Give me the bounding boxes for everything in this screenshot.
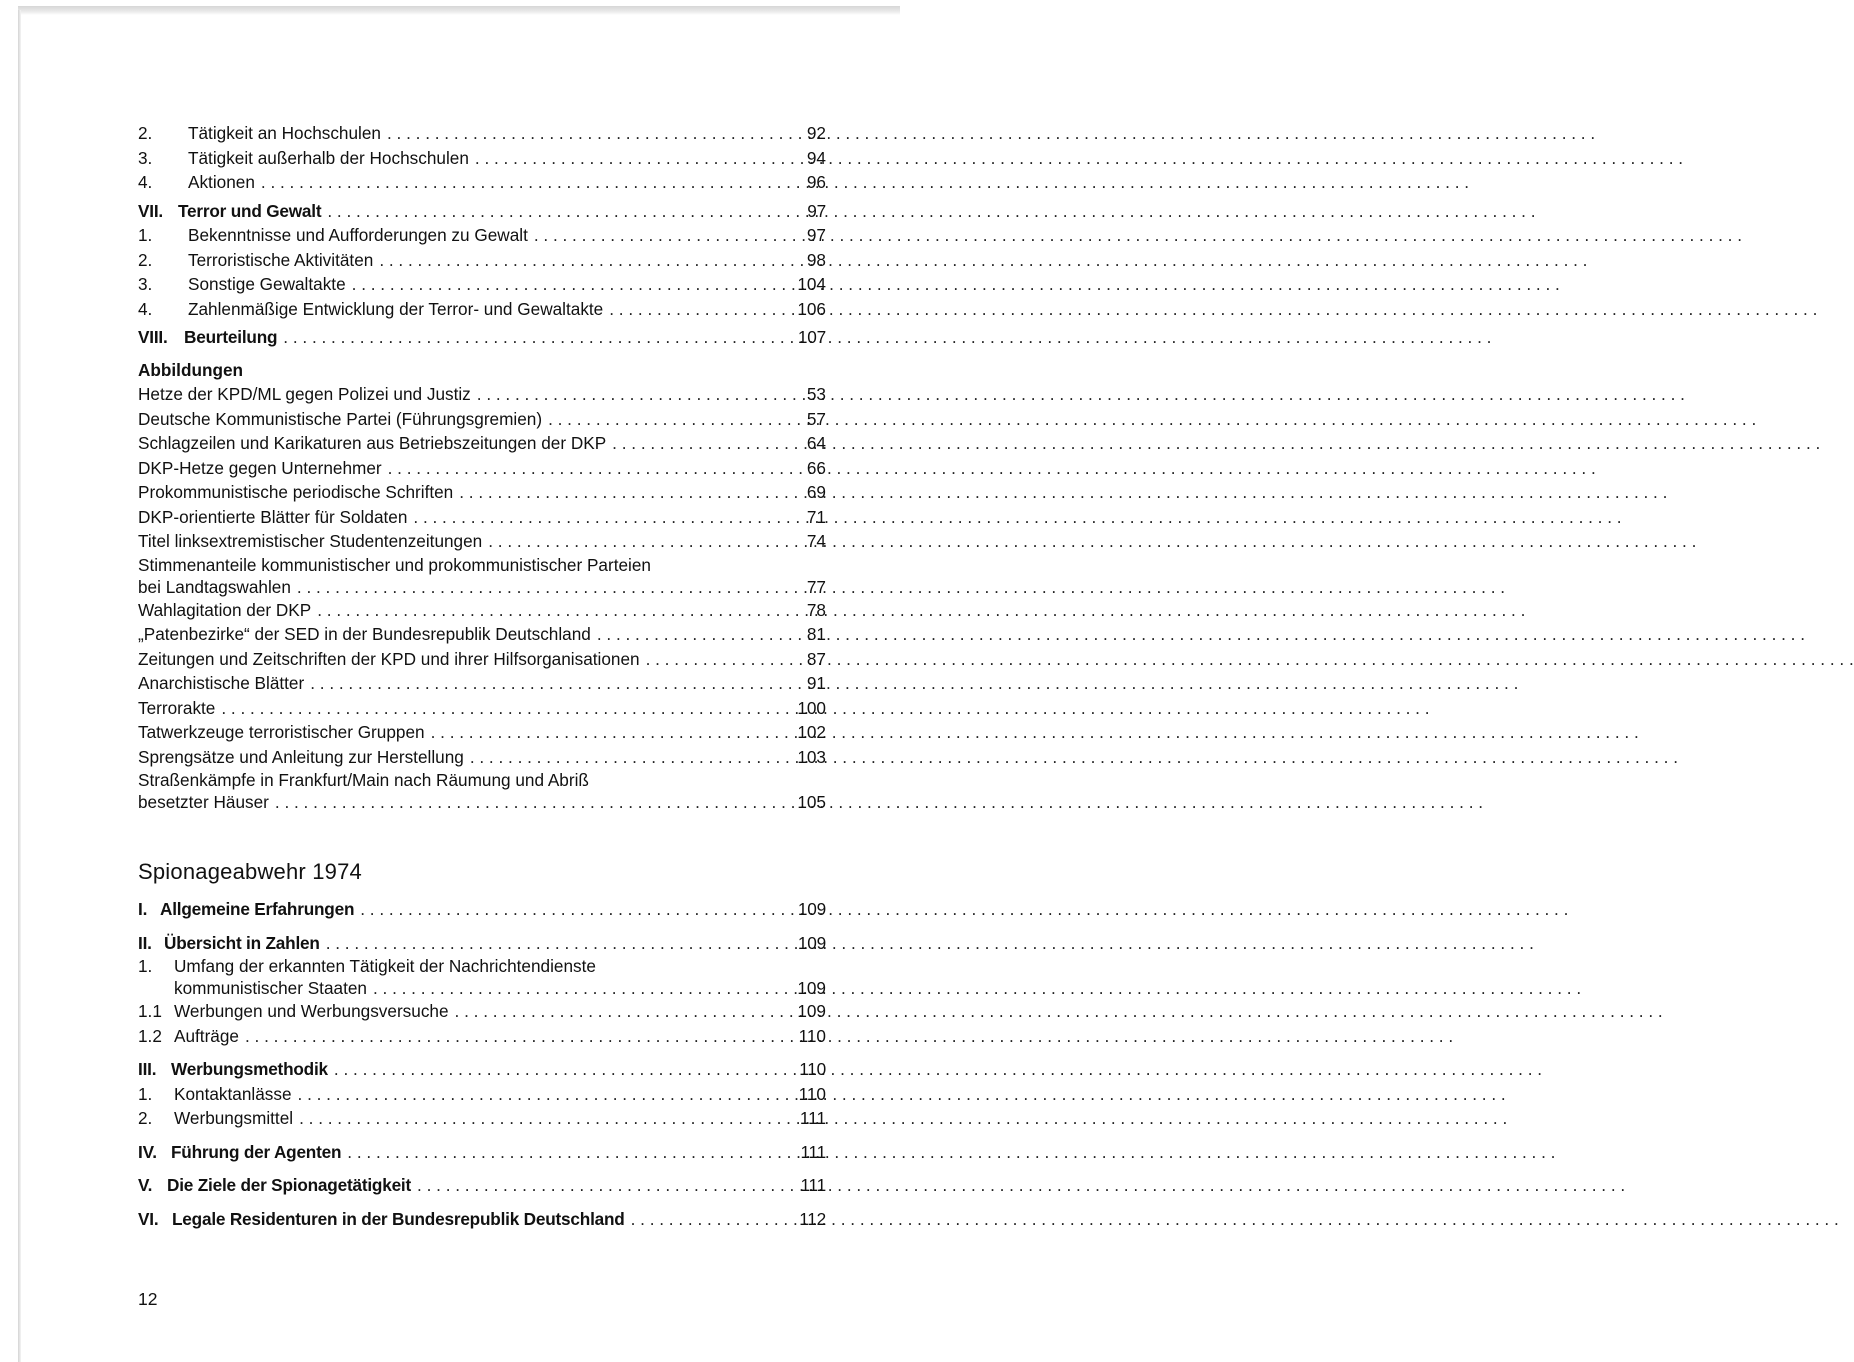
- section-page: 110: [799, 1059, 826, 1079]
- entry-title: Bekenntnisse und Aufforderungen zu Gewalt: [188, 225, 528, 245]
- toc-entry: [138, 248, 826, 273]
- section-page: 107: [797, 327, 826, 347]
- figure-title-line2: besetzter Häuser: [138, 792, 269, 812]
- figure-entry: [138, 720, 826, 745]
- entry-title: Kontaktanlässe: [174, 1083, 292, 1104]
- figure-title: Terrorakte: [138, 697, 216, 718]
- figure-entry-multiline: [138, 554, 826, 598]
- figure-title: DKP-orientierte Blätter für Soldaten: [138, 506, 408, 527]
- dot-leader: [413, 505, 784, 530]
- figure-title: Titel linksextremistischer Studentenzeitungen: [138, 531, 483, 551]
- figure-title-line2: bei Landtagswahlen: [138, 576, 291, 597]
- entry-number: 1.2: [138, 1025, 162, 1046]
- entry-number: 1.1: [138, 1001, 162, 1021]
- dot-leader: [352, 272, 784, 297]
- figure-entry: [138, 598, 826, 623]
- dot-leader: [379, 248, 784, 273]
- figure-page: 105: [797, 792, 826, 812]
- figure-entry: [138, 431, 826, 456]
- section-number: VI.: [138, 1208, 159, 1229]
- figure-title: Schlagzeilen und Karikaturen aus Betriebszeitungen der DKP: [138, 433, 607, 453]
- figure-page: 74: [806, 531, 826, 551]
- entry-title: Werbungen und Werbungsversuche: [174, 1001, 449, 1021]
- dot-leader: [283, 325, 784, 350]
- dot-leader: [455, 999, 784, 1024]
- figure-page: 102: [797, 722, 826, 742]
- dot-leader: [470, 745, 784, 770]
- figure-entry: [138, 745, 826, 770]
- dot-leader: [297, 576, 784, 598]
- entry-page: 94: [806, 147, 826, 168]
- figure-page: 66: [806, 457, 826, 478]
- figure-page: 77: [806, 576, 826, 597]
- entry-page: 111: [799, 1108, 826, 1128]
- entry-page: 97: [806, 225, 826, 245]
- entry-title: Terroristische Aktivitäten: [188, 249, 374, 270]
- toc-entry: [138, 1106, 826, 1131]
- scan-edge-left: [18, 10, 21, 1362]
- dot-leader: [477, 382, 784, 407]
- entry-page: 109: [797, 978, 826, 998]
- figure-title: Anarchistische Blätter: [138, 673, 305, 693]
- entry-number: 3.: [138, 147, 153, 168]
- dot-leader: [609, 297, 784, 322]
- figure-title-line1: Stimmenanteile kommunistischer und prokommunistischer Parteien: [138, 554, 651, 575]
- dot-leader: [534, 223, 784, 248]
- toc-section-heading: [138, 1207, 826, 1232]
- toc-entry-multiline: [138, 955, 826, 999]
- entry-page: 98: [806, 249, 826, 270]
- toc-entry: [138, 272, 826, 297]
- entry-page: 110: [798, 1025, 826, 1046]
- figure-entry: [138, 382, 826, 407]
- section-page: 112: [799, 1208, 826, 1229]
- toc-section-heading: [138, 1140, 826, 1165]
- figure-title: Tatwerkzeuge terroristischer Gruppen: [138, 722, 425, 742]
- section-title: Führung der Agenten: [171, 1141, 342, 1162]
- toc-entry: [138, 297, 826, 322]
- section-number: IV.: [138, 1141, 157, 1162]
- dot-leader: [298, 1082, 784, 1107]
- figure-page: 64: [806, 433, 826, 453]
- chapter-title: Spionageabwehr 1974: [138, 859, 362, 884]
- entry-number: 1.: [138, 1083, 153, 1104]
- entry-title: Werbungsmittel: [174, 1108, 294, 1128]
- figure-entry: [138, 456, 826, 481]
- entry-title-line2: kommunistischer Staaten: [174, 978, 367, 998]
- figure-title: „Patenbezirke“ der SED in der Bundesrepublik Deutschland: [138, 624, 591, 644]
- toc-section-heading: [138, 325, 826, 350]
- dot-leader: [360, 897, 784, 922]
- entry-page: 110: [798, 1083, 826, 1104]
- figure-page: 103: [797, 746, 826, 767]
- figure-page: 53: [806, 384, 826, 404]
- toc-entry: [138, 121, 826, 146]
- toc-entry: [138, 1024, 826, 1049]
- entry-number: 2.: [138, 123, 153, 143]
- section-number: III.: [138, 1059, 157, 1079]
- figure-title: Wahlagitation der DKP: [138, 599, 312, 620]
- section-number: VII.: [138, 200, 163, 221]
- dot-leader: [387, 121, 784, 146]
- entry-title: Tätigkeit an Hochschulen: [188, 123, 381, 143]
- entry-title-line1: Umfang der erkannten Tätigkeit der Nachrichtendienste: [174, 956, 596, 976]
- toc-entry: [138, 170, 826, 195]
- figure-page: 91: [806, 673, 826, 693]
- toc-section-heading: [138, 199, 826, 224]
- section-page: 97: [807, 200, 826, 221]
- section-page: 111: [800, 1175, 826, 1195]
- toc-entry: [138, 146, 826, 171]
- figure-title: DKP-Hetze gegen Unternehmer: [138, 457, 382, 478]
- section-title: Beurteilung: [184, 327, 278, 347]
- entry-page: 109: [797, 1001, 826, 1021]
- dot-leader: [327, 199, 784, 224]
- entry-title: Zahlenmäßige Entwicklung der Terror- und Gewaltakte: [188, 298, 604, 319]
- entry-title: Tätigkeit außerhalb der Hochschulen: [188, 147, 469, 168]
- figure-title: Zeitungen und Zeitschriften der KPD und ihrer Hilfsorganisationen: [138, 648, 640, 669]
- section-title: Legale Residenturen in der Bundesrepublik Deutschland: [172, 1208, 625, 1229]
- section-page: 109: [797, 932, 826, 953]
- dot-leader: [326, 931, 784, 956]
- figure-entry: [138, 622, 826, 647]
- dot-leader: [417, 1173, 784, 1198]
- section-title: Übersicht in Zahlen: [164, 932, 320, 953]
- section-title: Die Ziele der Spionagetätigkeit: [167, 1175, 412, 1195]
- dot-leader: [245, 1024, 784, 1049]
- figure-entry: [138, 480, 826, 505]
- dot-leader: [317, 598, 784, 623]
- figure-entry: [138, 505, 826, 530]
- section-number: I.: [138, 899, 148, 919]
- dot-leader: [597, 622, 784, 647]
- dot-leader: [631, 1207, 784, 1232]
- entry-title: Aktionen: [188, 172, 255, 192]
- dot-leader: [548, 407, 784, 432]
- dot-leader: [388, 456, 784, 481]
- figure-entry: [138, 696, 826, 721]
- dot-leader: [373, 977, 784, 999]
- entry-number: 4.: [138, 298, 153, 319]
- figure-page: 87: [806, 648, 826, 669]
- dot-leader: [488, 529, 784, 554]
- toc-section-heading: [138, 1057, 826, 1082]
- entry-page: 104: [797, 274, 826, 294]
- dot-leader: [612, 431, 784, 456]
- entry-number: 2.: [138, 1108, 153, 1128]
- figure-entry: [138, 529, 826, 554]
- scan-edge-top: [18, 6, 900, 15]
- page-number: 12: [138, 1289, 158, 1309]
- dot-leader: [459, 480, 784, 505]
- abbildungen-heading: Abbildungen: [138, 359, 244, 380]
- figure-entry: [138, 647, 826, 672]
- figure-title-line1: Straßenkämpfe in Frankfurt/Main nach Räumung und Abriß: [138, 770, 589, 790]
- section-number: VIII.: [138, 327, 168, 347]
- section-number: II.: [138, 932, 152, 953]
- figure-title: Prokommunistische periodische Schriften: [138, 482, 454, 502]
- toc-page: [138, 121, 826, 1231]
- toc-section-heading: [138, 897, 826, 922]
- section-title: Werbungsmethodik: [171, 1059, 328, 1079]
- dot-leader: [347, 1140, 784, 1165]
- figure-page: 57: [806, 408, 826, 429]
- entry-number: 2.: [138, 249, 153, 270]
- entry-number: 4.: [138, 172, 153, 192]
- section-number: V.: [138, 1175, 153, 1195]
- dot-leader: [334, 1057, 784, 1082]
- figure-entry: [138, 407, 826, 432]
- entry-number: 1.: [138, 956, 153, 976]
- toc-section-heading: [138, 1173, 826, 1198]
- section-title: Allgemeine Erfahrungen: [160, 899, 355, 919]
- entry-number: 3.: [138, 274, 153, 294]
- dot-leader: [299, 1106, 784, 1131]
- dot-leader: [261, 170, 784, 195]
- entry-page: 96: [806, 172, 826, 192]
- figure-entry: [138, 671, 826, 696]
- figure-page: 78: [806, 599, 826, 620]
- dot-leader: [431, 720, 784, 745]
- figure-page: 69: [806, 482, 826, 502]
- toc-entry: [138, 1082, 826, 1107]
- figure-entry-multiline: [138, 769, 826, 813]
- toc-entry: [138, 223, 826, 248]
- dot-leader: [646, 647, 784, 672]
- section-title: Terror und Gewalt: [178, 200, 322, 221]
- entry-title: Aufträge: [174, 1025, 239, 1046]
- figure-title: Sprengsätze und Anleitung zur Herstellung: [138, 746, 464, 767]
- figure-page: 81: [806, 624, 826, 644]
- dot-leader: [475, 146, 784, 171]
- dot-leader: [310, 671, 784, 696]
- entry-page: 92: [806, 123, 826, 143]
- section-page: 109: [797, 899, 826, 919]
- figure-page: 100: [797, 697, 826, 718]
- figure-title: Deutsche Kommunistische Partei (Führungsgremien): [138, 408, 543, 429]
- toc-entry: [138, 999, 826, 1024]
- entry-number: 1.: [138, 225, 153, 245]
- toc-section-heading: [138, 931, 826, 956]
- dot-leader: [221, 696, 784, 721]
- dot-leader: [275, 791, 784, 813]
- entry-page: 106: [797, 298, 826, 319]
- figure-page: 71: [806, 506, 826, 527]
- entry-title: Sonstige Gewaltakte: [188, 274, 346, 294]
- figure-title: Hetze der KPD/ML gegen Polizei und Justiz: [138, 384, 471, 404]
- section-page: 111: [800, 1141, 826, 1162]
